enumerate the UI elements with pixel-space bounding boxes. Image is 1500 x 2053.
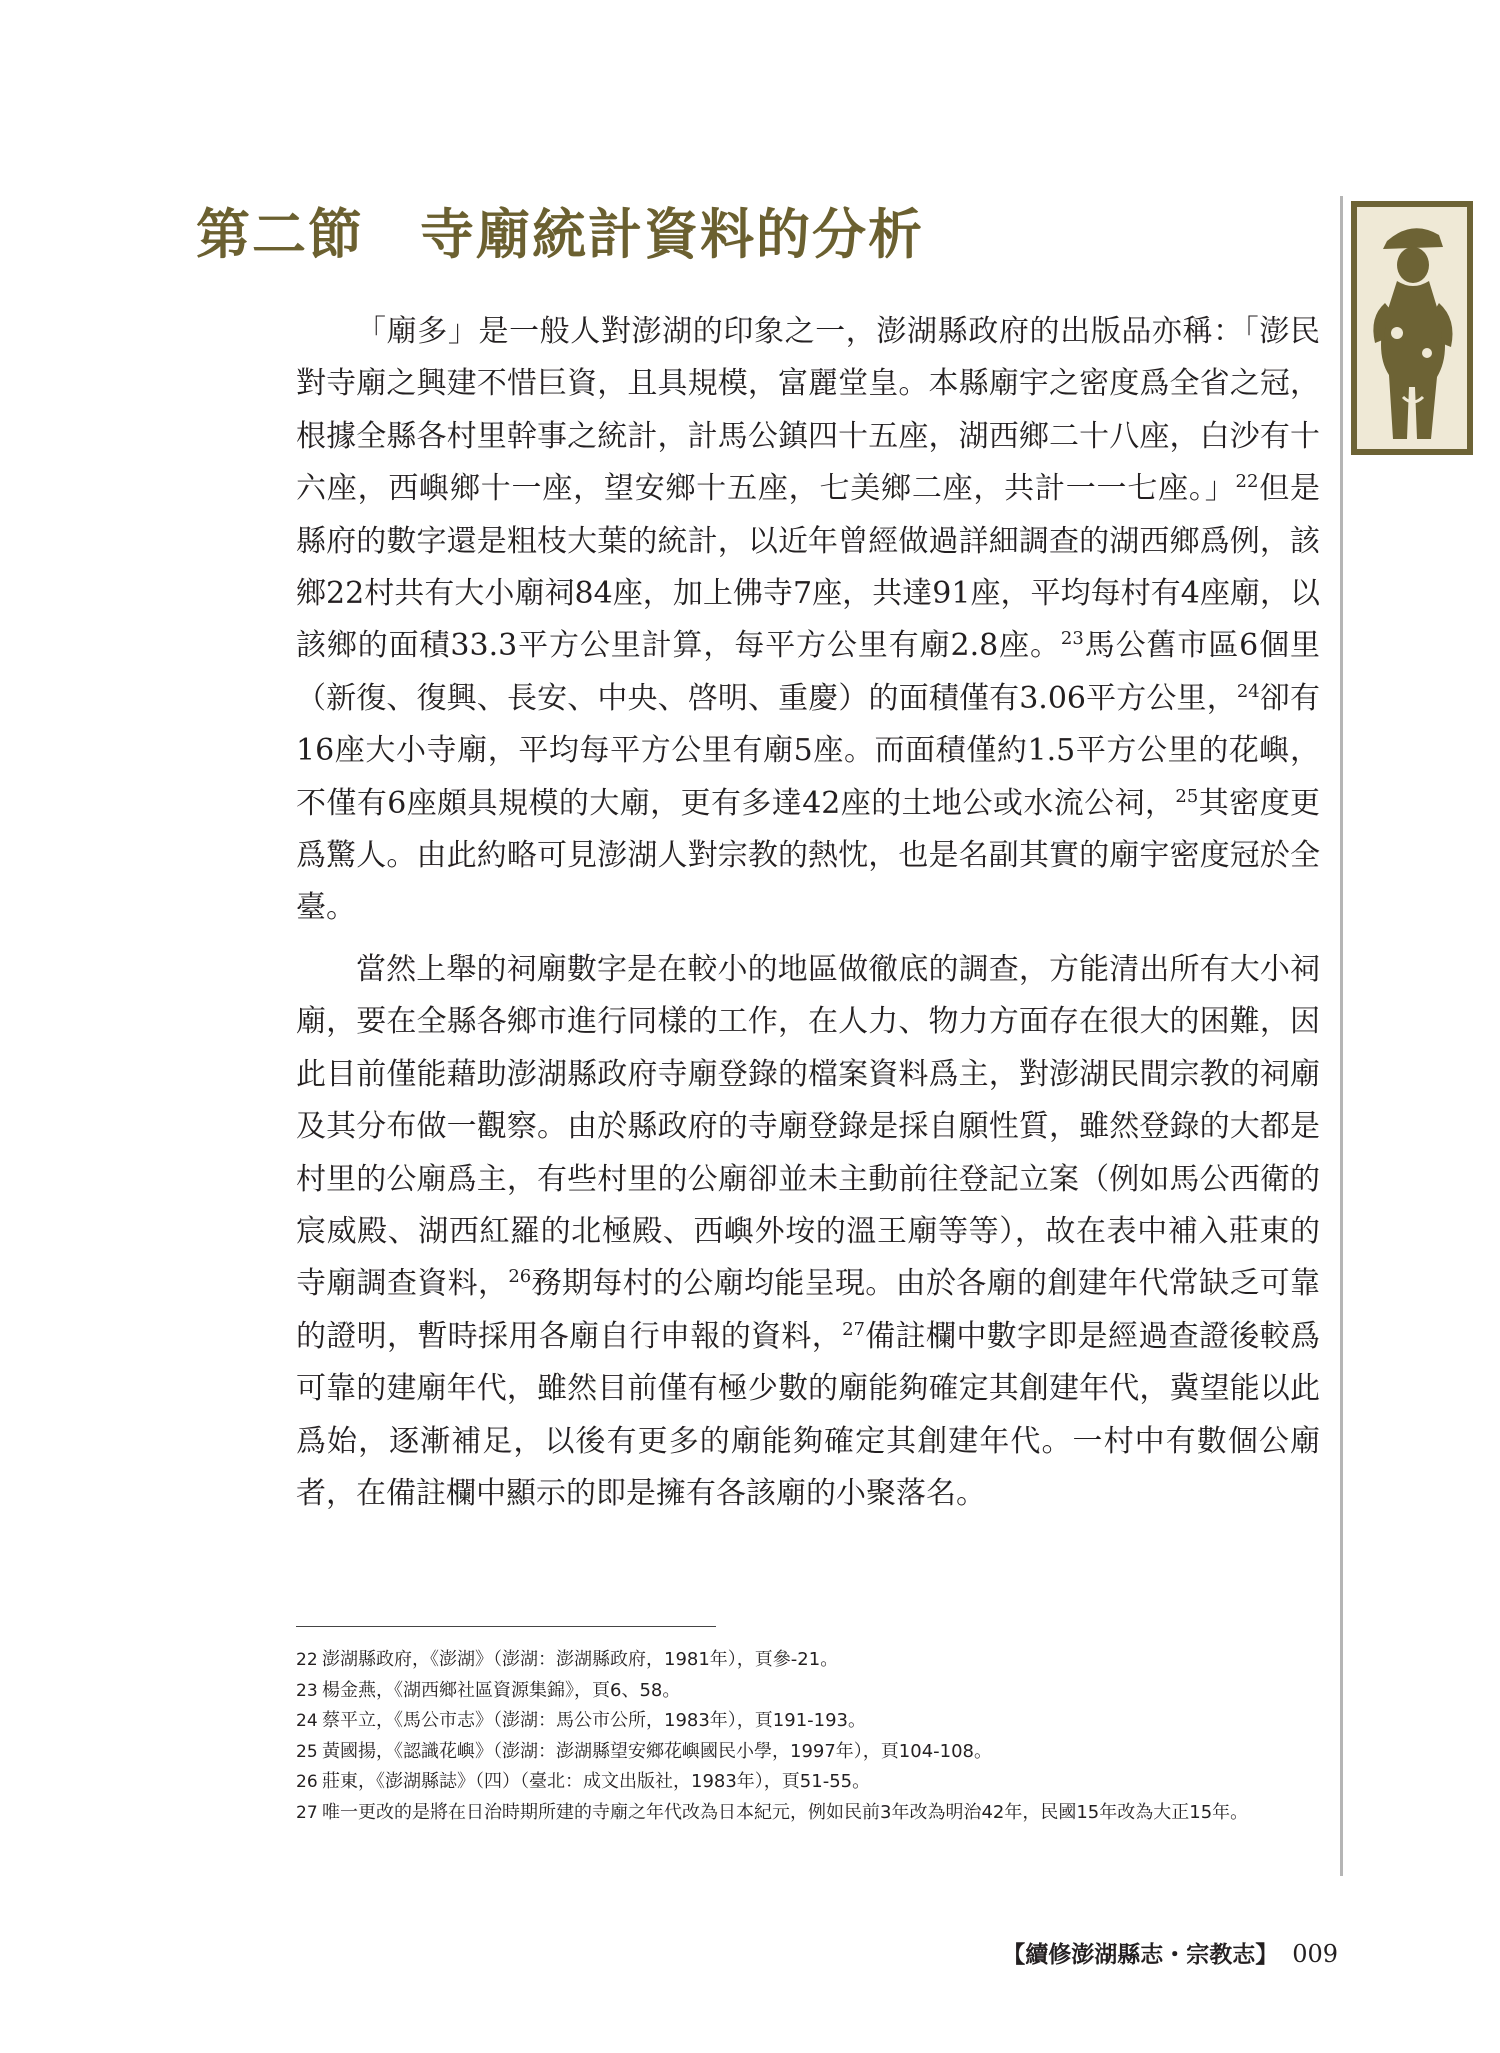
paragraph-1-part-3: 馬公舊市區6個里（新復、復興、長安、中央、啓明、重慶）的面積僅有3.06平方公里， [296, 628, 1320, 716]
footnote-number: 24 [296, 1711, 318, 1731]
footnote-divider [296, 1626, 716, 1627]
footnote-number: 27 [296, 1802, 318, 1823]
paragraph-1-part-1: 「廟多」是一般人對澎湖的印象之一，澎湖縣政府的出版品亦稱：「澎民對寺廟之興建不惜巨資，且具規模，富麗堂皇。本縣廟宇之密度爲全省之冠，根據全縣各村里幹事之統計，計馬公鎮四十五座，湖西鄉二十八座，白沙有十六座，西嶼鄉十一座，望安鄉十五座，七美鄉二座，共計一一七座。」 [296, 314, 1320, 507]
body-text [296, 306, 1320, 1529]
footnote-26 [296, 1767, 1320, 1798]
footnote-text: 唯一更改的是將在日治時期所建的寺廟之年代改為日本紀元，例如民前3年改為明治42年，民國15年改為大正15年。 [322, 1801, 1249, 1823]
paragraph-1-part-2: 但是縣府的數字還是粗枝大葉的統計，以近年曾經做過詳細調查的湖西鄉爲例，該鄉22村共有大小廟祠84座，加上佛寺7座，共達91座，平均每村有4座廟，以該鄉的面積33.3平方公里計算，每平方公里有廟2.8座。 [296, 471, 1321, 664]
footnote-ref-27: 27 [842, 1318, 865, 1340]
footnote-text: 莊東，《澎湖縣誌》（四）（臺北：成文出版社，1983年），頁51-55。 [322, 1771, 871, 1792]
figure-emblem-icon [1351, 201, 1473, 455]
paragraph-2-part-2: 務期每村的公廟均能呈現。由於各廟的創建年代常缺乏可靠的證明，暫時採用各廟自行申報的資料， [296, 1266, 1321, 1354]
footnote-text: 蔡平立，《馬公市志》（澎湖：馬公市公所，1983年），頁191-193。 [322, 1710, 867, 1731]
paragraph-1-part-5: 其密度更爲驚人。由此約略可見澎湖人對宗教的熱忱，也是名副其實的廟宇密度冠於全臺。 [296, 785, 1321, 926]
section-number: 第二節 [196, 202, 364, 266]
section-title: 寺廟統計資料的分析 [420, 202, 924, 266]
footnote-text: 楊金燕，《湖西鄉社區資源集錦》，頁6、58。 [322, 1679, 681, 1701]
footnote-text: 黃國揚，《認識花嶼》（澎湖：澎湖縣望安鄉花嶼國民小學，1997年），頁104-108。 [322, 1740, 993, 1762]
footnote-22 [296, 1645, 1320, 1676]
paragraph-1 [296, 306, 1320, 935]
footnote-23 [296, 1676, 1320, 1707]
section-heading [196, 192, 924, 269]
footnote-24 [296, 1706, 1320, 1737]
paragraph-2 [296, 944, 1320, 1520]
footnote-ref-24: 24 [1236, 680, 1260, 702]
footnotes [296, 1645, 1320, 1828]
footnote-ref-25: 25 [1175, 785, 1199, 807]
footnote-25 [296, 1737, 1320, 1768]
figure-emblem-graphic [1357, 207, 1467, 449]
book-title: 【續修澎湖縣志・宗教志】 [1002, 1941, 1279, 1968]
paragraph-1-part-4: 卻有16座大小寺廟，平均每平方公里有廟5座。而面積僅約1.5平方公里的花嶼，不僅有6座頗具規模的大廟，更有多達42座的土地公或水流公祠， [296, 680, 1321, 821]
paragraph-2-part-1: 當然上舉的祠廟數字是在較小的地區做徹底的調查，方能清出所有大小祠廟，要在全縣各鄉市進行同樣的工作，在人力、物力方面存在很大的困難，因此目前僅能藉助澎湖縣政府寺廟登錄的檔案資料爲主，對澎湖民間宗教的祠廟及其分布做一觀察。由於縣政府的寺廟登錄是採自願性質，雖然登錄的大都是村里的公廟爲主，有些村里的公廟卻並未主動前往登記立案（例如馬公西衛的宸威殿、湖西紅羅的北極殿、西嶼外垵的溫王廟等等），故在表中補入莊東的寺廟調查資料， [296, 951, 1320, 1302]
page-footer [1002, 1936, 1338, 1969]
footnote-number: 23 [296, 1680, 318, 1701]
footnote-ref-26: 26 [508, 1266, 532, 1288]
page-number: 009 [1292, 1940, 1338, 1968]
footnote-number: 25 [296, 1741, 318, 1762]
footnote-ref-23: 23 [1060, 628, 1084, 650]
footnote-ref-22: 22 [1235, 471, 1259, 493]
footnote-number: 26 [296, 1772, 318, 1792]
footnote-number: 22 [296, 1650, 318, 1670]
footnote-text: 澎湖縣政府，《澎湖》（澎湖：澎湖縣政府，1981年），頁參-21。 [322, 1649, 839, 1670]
footnote-27 [296, 1798, 1320, 1829]
margin-rule [1340, 196, 1343, 1876]
paragraph-2-part-3: 備註欄中數字即是經過查證後較爲可靠的建廟年代，雖然目前僅有極少數的廟能夠確定其創建年代，冀望能以此爲始，逐漸補足，以後有更多的廟能夠確定其創建年代。一村中有數個公廟者，在備註欄中顯示的即是擁有各該廟的小聚落名。 [296, 1318, 1321, 1511]
